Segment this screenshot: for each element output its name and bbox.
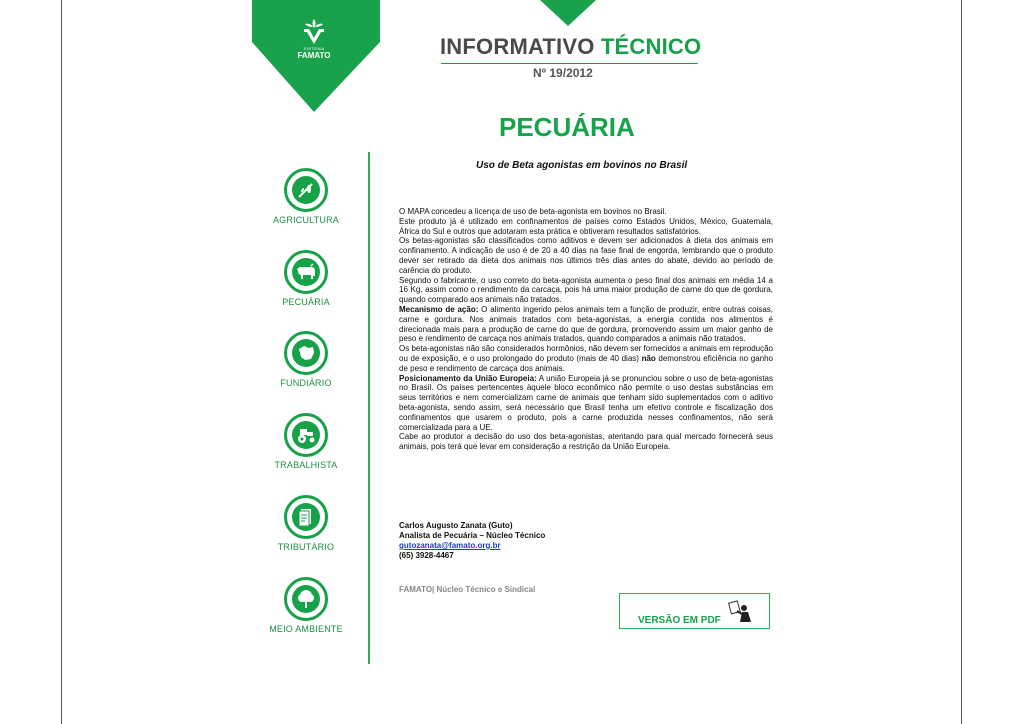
author-role: Analista de Pecuária – Núcleo Técnico xyxy=(399,531,546,540)
nav-item-fundiario[interactable] xyxy=(251,331,361,388)
footer-note: FAMATO| Núcleo Técnico e Sindical xyxy=(399,585,536,594)
mechanism-label: Mecanismo de ação: xyxy=(399,304,479,314)
nav-label-tributario: TRIBUTÁRIO xyxy=(277,542,335,552)
vertical-divider xyxy=(368,152,370,664)
logo-small-text: SISTEMA xyxy=(303,46,325,51)
author-name: Carlos Augusto Zanata (Guto) xyxy=(399,521,513,530)
nav-label-pecuaria: PECUÁRIA xyxy=(282,297,330,307)
issue-number: Nº 19/2012 xyxy=(533,66,593,80)
title-word-1: INFORMATIVO xyxy=(440,34,595,59)
article-paragraph: Cabe ao produtor a decisão do uso dos beta-agonistas, atentando para qual mercado fornecerá seus animais, pois terá que levar em consideração a restrição da União Europeia. xyxy=(399,432,773,452)
article-body xyxy=(399,207,773,452)
agriculture-icon xyxy=(296,180,316,200)
section-title: PECUÁRIA xyxy=(499,112,635,142)
author-phone: (65) 3928-4467 xyxy=(399,551,454,560)
nav-label-trabalhista: TRABALHISTA xyxy=(274,460,338,470)
article-paragraph: Mecanismo de ação: O alimento ingerido pelos animais tem a função de produzir, entre outras coisas, carne e gordura. Nos animais tratados com beta-agonistas, a energia contida nos alimentos é direcionada mais para a produção de carne do que de gordura, promovendo assim um maior ganho de peso e rendimento de carcaça nos animais tratados, quando comparados a animais não tratados. xyxy=(399,304,774,344)
tractor-icon xyxy=(295,426,317,444)
informativo-title xyxy=(440,34,701,60)
land-map-icon xyxy=(296,343,316,363)
logo-emblem-icon xyxy=(299,16,329,46)
page-edge-right xyxy=(961,0,962,724)
signature-block xyxy=(399,521,545,561)
pdf-version-button[interactable] xyxy=(619,593,770,629)
nav-item-meio-ambiente[interactable] xyxy=(251,577,361,634)
eu-position-label: Posicionamento da União Europeia: xyxy=(399,373,537,383)
page-edge-left xyxy=(61,0,62,724)
nav-label-fundiario: FUNDIÁRIO xyxy=(280,378,332,388)
author-email-link[interactable]: gutozanata@famato.org.br xyxy=(399,541,501,550)
nav-label-agricultura: AGRICULTURA xyxy=(272,215,340,225)
nav-label-meio-ambiente: MEIO AMBIENTE xyxy=(269,624,343,634)
cattle-icon xyxy=(295,263,317,281)
pdf-reader-icon xyxy=(728,600,754,624)
article-paragraph: Este produto já é utilizado em confinamentos de países como Estados Unidos, México, Guatemala, África do Sul e outros que adotaram esta prática e obtiveram resultados satisfatórios. xyxy=(399,216,773,236)
article-paragraph: O MAPA concedeu a licença de uso de beta-agonista em bovinos no Brasil. xyxy=(399,207,667,216)
article-paragraph: Os beta-agonistas não são considerados hormônios, não devem ser fornecidos a animais em reprodução ou de exposição, e o uso prolongado do produto (mais de 40 dias) não demonstrou eficiência no ganho de peso e rendimento de carcaça dos animais. xyxy=(399,344,773,373)
document-icon xyxy=(297,507,315,527)
nav-item-tributario[interactable] xyxy=(251,495,361,552)
article-title: Uso de Beta agonistas em bovinos no Brasil xyxy=(476,160,688,171)
pdf-button-label: VERSÃO EM PDF xyxy=(638,615,721,626)
title-word-2: TÉCNICO xyxy=(600,34,702,59)
nav-item-agricultura[interactable] xyxy=(251,168,361,225)
article-paragraph: Os betas-agonistas são classificados como aditivos e devem ser adicionados à dieta dos animais em confinamento. A indicação de uso é de 20 a 40 dias na fase final de engorda, lembrando que o produto dever ser retirado da dieta dos animais nos últimos três dias antes do abate, devido ao período de carência do produto. xyxy=(399,236,773,275)
nav-item-trabalhista[interactable] xyxy=(251,413,361,470)
nav-item-pecuaria[interactable] xyxy=(251,250,361,307)
famato-logo xyxy=(288,16,340,60)
logo-brand: FAMATO xyxy=(297,51,331,60)
article-paragraph: Segundo o fabricante, o uso correto do beta-agonista aumenta o peso final dos animais em média 14 a 16 Kg, assim como o rendimento da carcaça, pois há uma maior produção de carne do que de gordura, quando comparado aos animais não tratados. xyxy=(399,275,773,305)
article-paragraph: Posicionamento da União Europeia: A união Europeia já se pronunciou sobre o uso de beta-agonistas no Brasil. Os países pertencentes àquele bloco econômico não permite o uso destas substâncias em seus territórios e nem comercializam carne de animais que tenham sido suplementados com o aditivo beta-agonista, sendo assim, será necessário que Brasil tenha um efetivo controle e fiscalização dos confinamentos que usarem o produto, pois a carne produzida nesses confinamentos, não será comercializada para a UE. xyxy=(399,373,773,432)
top-accent-triangle xyxy=(540,0,596,26)
tree-icon xyxy=(296,588,316,610)
title-underline xyxy=(441,63,698,64)
